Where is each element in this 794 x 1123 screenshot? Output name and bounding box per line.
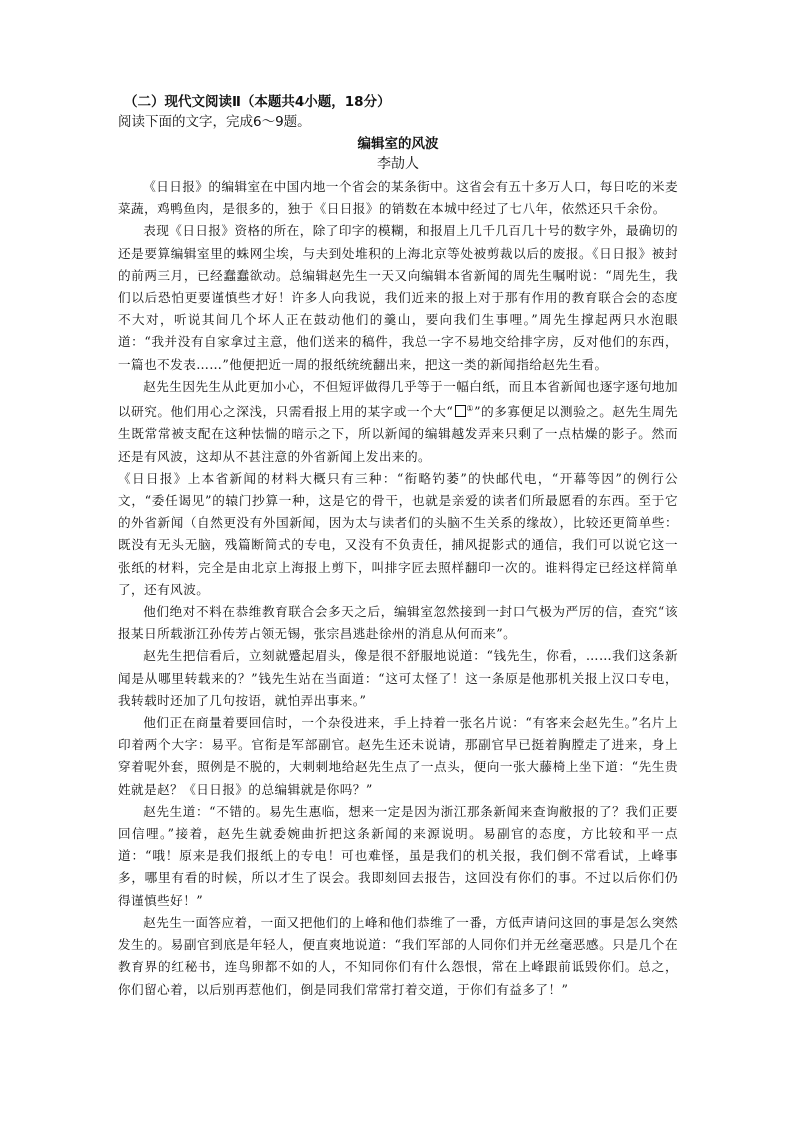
paragraph-5: 他们绝对不料在恭维教育联合会多天之后，编辑室忽然接到一封口气极为严厉的信，查究“该报某日所载浙江孙传芳占领无锡，张宗昌逃赴徐州的消息从何而来”。 <box>118 604 678 642</box>
paragraph-7: 他们正在商量着要回信时，一个杂役进来，手上持着一张名片说：“有客来会赵先生。”名片上印着两个大字：易平。官衔是军部副官。赵先生还未说请，那副官早已挺着胸膛走了进来，身上穿着呢外套，照例是不脱的，大刺刺地给赵先生点了一点头，便向一张大藤椅上坐下道：“先生贵姓就是赵？《日日报》的总编辑就是你吗？” <box>118 715 678 797</box>
paragraph-3-part-2: ”的多寡便足以测验之。赵先生周先生既常常被支配在这种怯惴的暗示之下，所以新闻的编辑越发弄来只剩了一点枯燥的影子。然而还是有风波，这却从不甚注意的外省新闻上发出来的。 <box>118 404 679 464</box>
paragraph-4: 《日日报》上本省新闻的材料大概只有三种：“衔略钓萎”的快邮代电，“开幕等因”的例行公文，“委任谒见”的辕门抄算一种，这是它的骨干，也就是亲爱的读者们所最愿看的东西。至于它的外省新闻（自然更没有外国新闻，因为太与读者们的头脑不生关系的缘故），比较还更简单些：既没有无头无脑，残篇断简式的专电，又没有不负责任，捕风捉影式的通信，我们可以说它这一张纸的材料，完全是由北京上海报上剪下，叫排字匠去照样翻印一次的。谁料得定已经这样简单了，还有风波。 <box>118 470 678 597</box>
section-title: （二）现代文阅读Ⅱ（本题共4小题，18分） <box>124 94 391 110</box>
footnote-marker: ① <box>466 404 475 414</box>
paragraph-9: 赵先生一面答应着，一面又把他们的上峰和他们恭维了一番，方低声请问这回的事是怎么突然发生的。易副官到底是年轻人，便直爽地说道：“我们军部的人同你们并无丝毫恶感。只是几个在教育界的红秘书，连鸟卵都不如的人，不知同你们有什么怨恨，常在上峰跟前诋毁你们。总之，你们留心着，以后别再惹他们，倒是同我们常常打着交道，于你们有益多了！” <box>118 914 678 997</box>
paragraph-6: 赵先生把信看后，立刻就蹙起眉头，像是很不舒服地说道：“钱先生，你看，……我们这条新闻是从哪里转载来的？”钱先生站在当面道：“这可太怪了！这一条原是他那机关报上汉口专电，我转载时还加了几句按语，就怕弄出事来。” <box>118 648 678 708</box>
article-title: 编辑室的风波 <box>357 136 439 152</box>
paragraph-2: 表现《日日报》资格的所在，除了印字的模糊，和报眉上几千几百几十号的数字外，最确切的还是要算编辑室里的蛛网尘埃，与夫到处堆积的上海北京等处被剪裁以后的废报。《日日报》被封的前两三月，已经蠢蠢欲动。总编辑赵先生一天又向编辑本省新闻的周先生嘱咐说：“周先生，我们以后恐怕更要谨慎些才好！许多人向我说，我们近来的报上对于那有作用的教育联合会的态度不大对，听说其间几个坏人正在鼓动他们的羹山，要向我们生事哩。”周先生撑起两只水泡眼道：“我并没有自家拿过主意，他们送来的稿件，我总一字不易地交给排字房，反对他们的东西，一篇也不发表……”他便把近一周的报纸统统翻出来，把这一类的新闻指给赵先生看。 <box>118 223 678 372</box>
article-author: 李劼人 <box>377 156 419 172</box>
paragraph-1: 《日日报》的编辑室在中国内地一个省会的某条街中。这省会有五十多万人口，每日吃的米麦菜蔬，鸡鸭鱼肉，是很多的，独于《日日报》的销数在本城中经过了七八年，依然还只千余份。 <box>118 179 678 217</box>
reading-instruction: 阅读下面的文字，完成6～9题。 <box>118 114 311 130</box>
document-page <box>118 92 678 1001</box>
paragraph-8: 赵先生道：“不错的。易先生惠临，想来一定是因为浙江那条新闻来查询敝报的了？我们正要回信哩。”接着，赵先生就委婉曲折把这条新闻的来源说明。易副官的态度，方比较和平一点道：“哦！原来是我们报纸上的专电！可也难怪，虽是我们的机关报，我们倒不常看试，上峰事多，哪里有看的时候，所以才生了误会。我即刻回去报告，这回没有你们的事。不过以后你们仍得谨慎些好！” <box>118 803 678 908</box>
paragraph-3 <box>118 376 678 468</box>
paragraph-3-part-1: 赵先生因先生从此更加小心，不但短评做得几乎等于一幅白纸，而且本省新闻也逐字逐句地加以研究。他们用心之深浅，只需看报上用的某字或一个大“ <box>118 378 678 420</box>
blank-box-glyph <box>455 405 466 417</box>
